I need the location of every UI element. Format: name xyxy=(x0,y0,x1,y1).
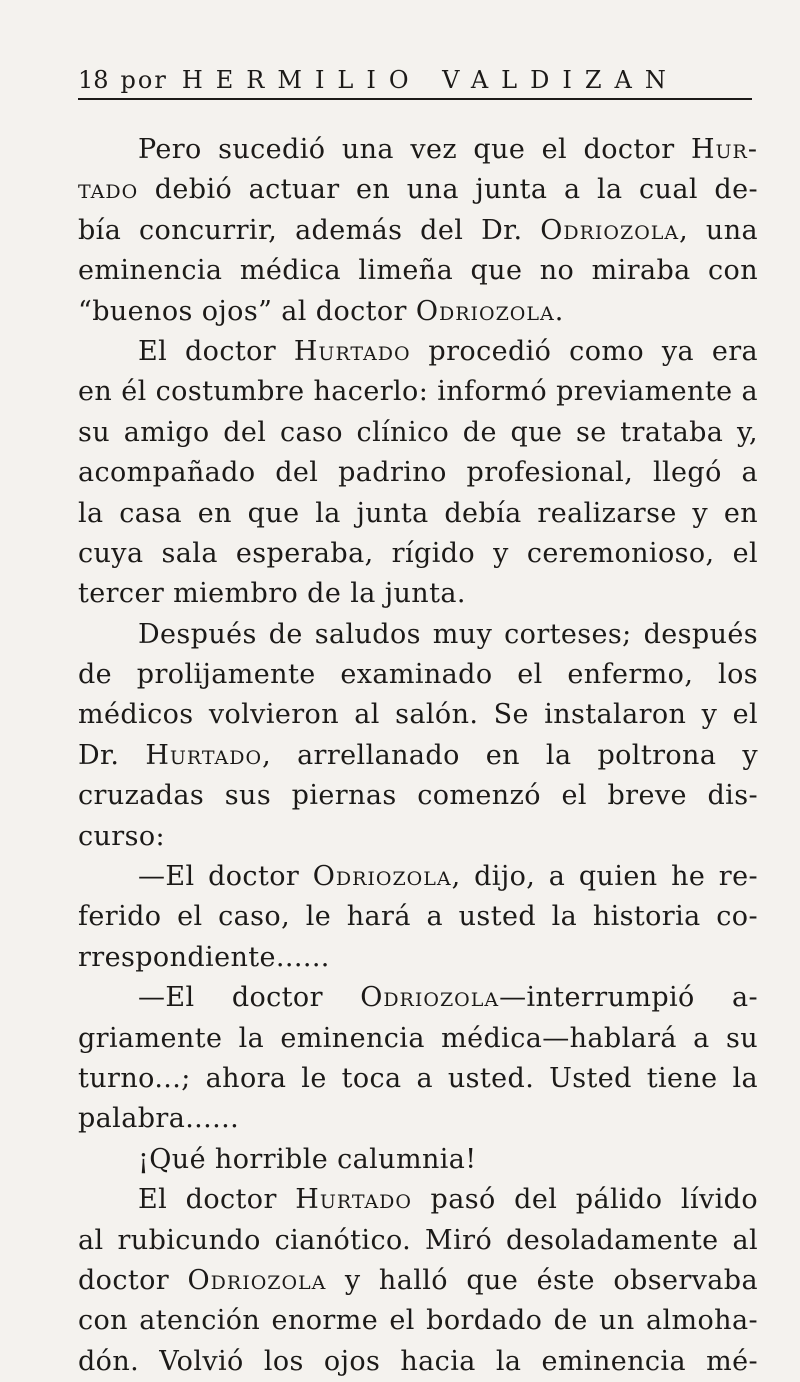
small-caps-name: Hurtado xyxy=(293,335,411,367)
small-caps-name: Odriozola xyxy=(360,982,500,1014)
text-run: con atención enorme el bordado de un almoha- xyxy=(78,1305,758,1337)
text-run: Pero sucedió una vez que el doctor xyxy=(138,134,691,165)
text-line xyxy=(78,413,758,453)
text-run: Dr. xyxy=(78,739,146,771)
text-run: ferido el caso, le hará a usted la historia co- xyxy=(78,901,758,933)
text-run: —El doctor xyxy=(138,861,313,893)
text-run: procedió como ya era xyxy=(410,335,758,367)
text-run: la casa en que la junta debía realizarse y en xyxy=(78,497,758,529)
text-run: debió actuar en una junta a la cual de- xyxy=(138,174,758,206)
running-head xyxy=(78,62,752,100)
text-line xyxy=(78,1342,758,1382)
small-caps-name: tado xyxy=(78,174,139,206)
text-run: rrespondiente...... xyxy=(78,941,330,973)
text-line xyxy=(78,736,758,776)
page-number: 18 xyxy=(78,66,109,94)
text-run: —El doctor xyxy=(138,982,361,1014)
text-run: turno...; ahora le toca a usted. Usted tiene la xyxy=(78,1062,758,1094)
text-run: , dijo, a quien he re- xyxy=(451,861,758,893)
text-line xyxy=(78,1019,758,1059)
text-line xyxy=(78,1140,758,1180)
running-head-por: por xyxy=(120,66,168,94)
text-run: El doctor xyxy=(138,1184,296,1216)
small-caps-name: Odriozola xyxy=(312,861,452,893)
text-line xyxy=(78,574,758,614)
text-run: , arrellanado en la poltrona y xyxy=(262,739,758,771)
text-run: “buenos ojos” al doctor xyxy=(78,295,416,327)
text-run: —interrumpió a- xyxy=(499,982,758,1014)
text-run: en él costumbre hacerlo: informó previamente a xyxy=(78,376,758,408)
text-run: al rubicundo cianótico. Miró desoladamente al xyxy=(78,1224,758,1256)
text-run: acompañado del padrino profesional, llegó a xyxy=(78,457,758,489)
running-head-author: HERMILIO VALDIZAN xyxy=(181,66,679,94)
small-caps-name: Odriozola xyxy=(415,295,555,327)
text-line xyxy=(78,494,758,534)
small-caps-name: Odriozola xyxy=(187,1264,327,1296)
text-line xyxy=(78,817,758,857)
text-line xyxy=(78,1180,758,1220)
text-run: Después de saludos muy corteses; después xyxy=(138,618,758,650)
text-run: eminencia médica limeña que no miraba con xyxy=(78,255,758,287)
text-run: cruzadas sus piernas comenzó el breve dis- xyxy=(78,780,758,812)
text-run: tercer miembro de la junta. xyxy=(78,578,466,610)
text-line xyxy=(78,615,758,655)
small-caps-name: Hurtado xyxy=(295,1184,412,1216)
text-line xyxy=(78,1221,758,1261)
text-line xyxy=(78,776,758,816)
small-caps-name: Hurtado xyxy=(145,739,263,771)
small-caps-name: Odriozola xyxy=(540,214,680,246)
text-run: palabra...... xyxy=(78,1103,240,1135)
text-run: su amigo del caso clínico de que se trataba y, xyxy=(78,416,758,448)
small-caps-name: Hur- xyxy=(691,134,758,165)
text-run: médicos volvieron al salón. Se instalaron y el xyxy=(78,699,758,731)
text-line xyxy=(78,655,758,695)
text-run: cuya sala esperaba, rígido y ceremonioso, el xyxy=(78,537,758,569)
text-run: curso: xyxy=(78,820,166,852)
text-line xyxy=(78,534,758,574)
text-line xyxy=(78,211,758,251)
text-line xyxy=(78,332,758,372)
text-line xyxy=(78,897,758,937)
text-line xyxy=(78,453,758,493)
text-line xyxy=(78,130,758,170)
text-run: dón. Volvió los ojos hacia la eminencia mé- xyxy=(78,1345,758,1377)
text-run: ¡Qué horrible calumnia! xyxy=(138,1143,477,1175)
text-line xyxy=(78,292,758,332)
text-run: pasó del pálido lívido xyxy=(412,1184,759,1216)
text-run: bía concurrir, además del Dr. xyxy=(78,214,541,246)
text-run: , una xyxy=(679,214,758,246)
text-line xyxy=(78,1059,758,1099)
text-line xyxy=(78,938,758,978)
text-run: . xyxy=(554,295,564,327)
text-line xyxy=(78,170,758,210)
text-run: El doctor xyxy=(138,335,294,367)
body-text xyxy=(78,130,758,1382)
text-line xyxy=(78,1301,758,1341)
text-line xyxy=(78,1099,758,1139)
text-line xyxy=(78,372,758,412)
text-line xyxy=(78,1261,758,1301)
text-line xyxy=(78,857,758,897)
text-line xyxy=(78,695,758,735)
text-run: y halló que éste observaba xyxy=(326,1264,758,1296)
text-run: de prolijamente examinado el enfermo, los xyxy=(78,659,758,691)
text-run: doctor xyxy=(78,1264,188,1296)
text-run: griamente la eminencia médica—hablará a su xyxy=(78,1022,758,1054)
text-line xyxy=(78,251,758,291)
text-line xyxy=(78,978,758,1018)
